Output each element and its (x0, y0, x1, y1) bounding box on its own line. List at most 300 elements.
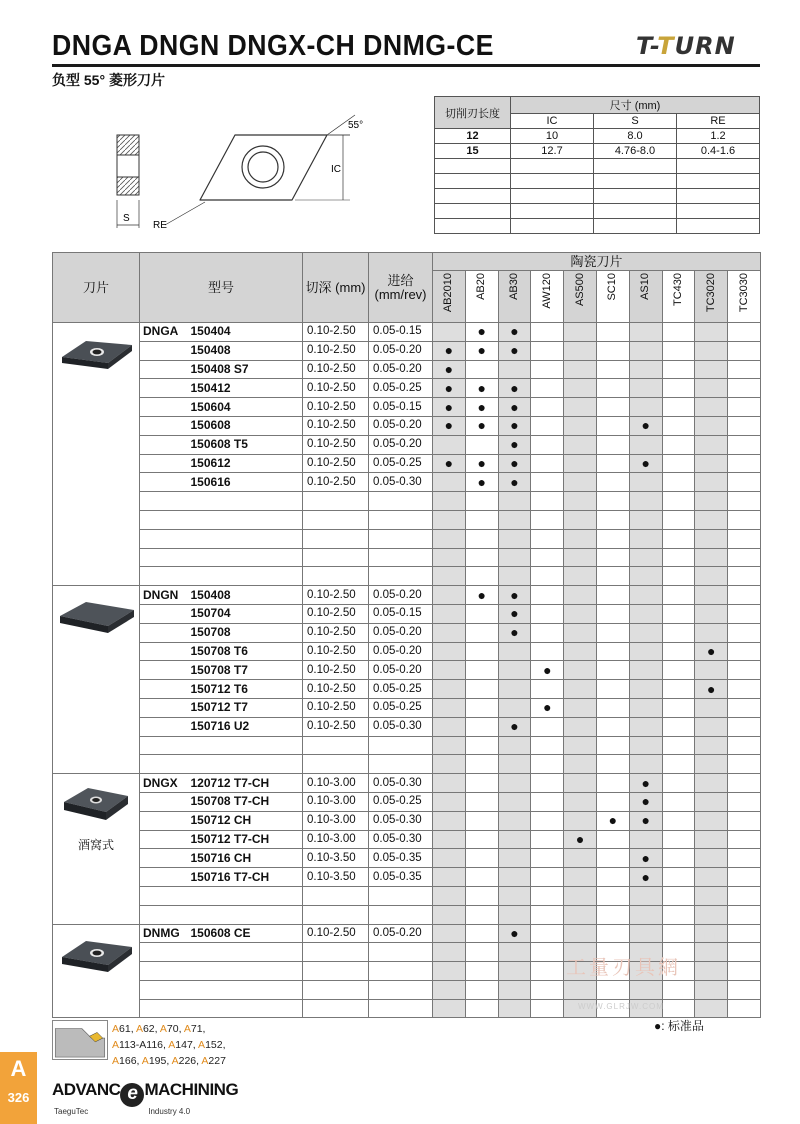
feed-cell (369, 980, 433, 999)
grade-mark (531, 868, 564, 887)
grade-mark (629, 736, 662, 755)
grade-mark (498, 849, 531, 868)
model-code: 150608 T5 (190, 435, 303, 454)
grade-mark (433, 548, 466, 567)
grade-mark (662, 398, 695, 417)
model-code (190, 999, 303, 1018)
depth-cell (303, 962, 369, 981)
series-cell: DNGA (140, 323, 190, 342)
grade-mark (465, 792, 498, 811)
model-code (190, 943, 303, 962)
model-code: 150716 U2 (190, 717, 303, 736)
grade-mark (662, 510, 695, 529)
grade-header: AB2010 (433, 271, 466, 323)
feed-cell: 0.05-0.20 (369, 360, 433, 379)
grade-mark (662, 980, 695, 999)
grade-mark (564, 924, 597, 943)
model-code: 150716 T7-CH (190, 868, 303, 887)
table-row (53, 473, 761, 492)
grade-mark (498, 943, 531, 962)
model-code: 150608 CE (190, 924, 303, 943)
insert-image (53, 784, 139, 833)
grade-mark (695, 623, 728, 642)
grade-mark (597, 980, 630, 999)
grade-mark (597, 473, 630, 492)
grade-mark (465, 717, 498, 736)
grade-mark (465, 623, 498, 642)
grade-mark (728, 924, 761, 943)
feed-cell (369, 755, 433, 774)
grade-mark (531, 886, 564, 905)
grade-mark (433, 736, 466, 755)
grade-mark (531, 416, 564, 435)
grade-mark (695, 924, 728, 943)
grade-mark (433, 698, 466, 717)
feed-cell: 0.05-0.30 (369, 830, 433, 849)
grade-mark (498, 886, 531, 905)
depth-cell: 0.10-2.50 (303, 360, 369, 379)
grade-mark (662, 792, 695, 811)
grade-mark (465, 905, 498, 924)
grade-mark: ● (498, 379, 531, 398)
depth-cell: 0.10-2.50 (303, 698, 369, 717)
grade-mark (433, 774, 466, 793)
grade-mark (564, 510, 597, 529)
feed-cell: 0.05-0.35 (369, 868, 433, 887)
model-code: 150616 (190, 473, 303, 492)
grade-mark (662, 717, 695, 736)
grade-mark: ● (531, 698, 564, 717)
series-cell (140, 604, 190, 623)
grade-mark (662, 924, 695, 943)
grade-mark (662, 661, 695, 680)
grade-mark (564, 567, 597, 586)
grade-mark (597, 379, 630, 398)
grade-header: TC430 (662, 271, 695, 323)
grade-mark (728, 661, 761, 680)
grade-mark (728, 435, 761, 454)
grade-mark (695, 736, 728, 755)
grade-mark: ● (465, 379, 498, 398)
grade-mark (695, 323, 728, 342)
feed-cell: 0.05-0.15 (369, 604, 433, 623)
table-row (53, 529, 761, 548)
model-code: 150604 (190, 398, 303, 417)
grade-mark (564, 680, 597, 699)
depth-cell: 0.10-2.50 (303, 661, 369, 680)
model-code: 150408 (190, 586, 303, 605)
table-row (53, 586, 761, 605)
grade-mark: ● (433, 379, 466, 398)
grade-header: AS10 (629, 271, 662, 323)
grade-mark (531, 962, 564, 981)
dimension-table (434, 96, 760, 234)
grade-mark (728, 454, 761, 473)
grade-mark (662, 548, 695, 567)
grade-mark (433, 830, 466, 849)
grade-mark: ● (465, 454, 498, 473)
model-code: 150716 CH (190, 849, 303, 868)
grade-mark (531, 999, 564, 1018)
insert-image (53, 596, 139, 643)
grade-mark (498, 661, 531, 680)
table-row (53, 680, 761, 699)
grade-mark (531, 943, 564, 962)
grade-mark: ● (498, 398, 531, 417)
grade-mark (695, 868, 728, 887)
grade-mark (662, 416, 695, 435)
depth-cell: 0.10-3.50 (303, 849, 369, 868)
feed-cell (369, 548, 433, 567)
insert-note: 酒窝式 (77, 838, 114, 853)
grade-mark (695, 360, 728, 379)
feed-cell: 0.05-0.20 (369, 341, 433, 360)
table-row (53, 811, 761, 830)
grade-mark (564, 473, 597, 492)
grade-mark (433, 510, 466, 529)
grade-mark (465, 698, 498, 717)
grade-mark (695, 586, 728, 605)
grade-mark (465, 604, 498, 623)
grade-mark (498, 962, 531, 981)
feed-cell: 0.05-0.20 (369, 924, 433, 943)
table-row (53, 492, 761, 511)
grade-mark (564, 586, 597, 605)
depth-cell: 0.10-2.50 (303, 642, 369, 661)
grade-mark: ● (465, 473, 498, 492)
grade-mark: ● (629, 849, 662, 868)
feed-cell (369, 999, 433, 1018)
insert-drawing (105, 110, 405, 240)
dim-sub-re: RE (677, 114, 760, 129)
table-row (53, 567, 761, 586)
feed-cell (369, 962, 433, 981)
grade-mark: ● (531, 661, 564, 680)
grade-mark (465, 868, 498, 887)
grade-mark (531, 623, 564, 642)
grade-mark (498, 510, 531, 529)
insert-image-cell (53, 924, 140, 1018)
grade-mark (465, 360, 498, 379)
grade-mark (629, 642, 662, 661)
grade-mark (695, 548, 728, 567)
feed-cell (369, 943, 433, 962)
grade-mark (728, 792, 761, 811)
grade-mark (564, 360, 597, 379)
grade-mark (433, 868, 466, 887)
grade-mark (728, 567, 761, 586)
feed-cell (369, 905, 433, 924)
grade-mark (564, 341, 597, 360)
table-row (53, 698, 761, 717)
grade-mark (564, 529, 597, 548)
grade-mark (597, 510, 630, 529)
grade-mark (629, 623, 662, 642)
grade-mark (531, 830, 564, 849)
grade-mark (695, 886, 728, 905)
grade-mark (531, 548, 564, 567)
depth-cell (303, 529, 369, 548)
grade-mark (433, 623, 466, 642)
grade-mark (465, 924, 498, 943)
depth-cell: 0.10-2.50 (303, 454, 369, 473)
feed-cell: 0.05-0.35 (369, 849, 433, 868)
model-code: 150612 (190, 454, 303, 473)
grade-mark (597, 905, 630, 924)
depth-cell: 0.10-3.00 (303, 830, 369, 849)
page-number: 326 (7, 1090, 30, 1105)
depth-cell: 0.10-2.50 (303, 586, 369, 605)
grade-mark (728, 755, 761, 774)
model-code: 150704 (190, 604, 303, 623)
grade-mark (498, 529, 531, 548)
model-code: 150708 T7-CH (190, 792, 303, 811)
grade-mark (597, 416, 630, 435)
model-code (190, 962, 303, 981)
depth-cell (303, 905, 369, 924)
grade-header: TC3020 (695, 271, 728, 323)
grade-mark (433, 980, 466, 999)
feed-cell: 0.05-0.20 (369, 586, 433, 605)
grade-mark (433, 435, 466, 454)
depth-cell (303, 886, 369, 905)
grade-mark (629, 529, 662, 548)
grade-mark (465, 980, 498, 999)
feed-cell: 0.05-0.20 (369, 416, 433, 435)
grade-mark (597, 642, 630, 661)
insert-image-cell (53, 774, 140, 924)
depth-cell: 0.10-3.00 (303, 774, 369, 793)
grade-mark (433, 755, 466, 774)
grade-mark (564, 717, 597, 736)
grade-mark (629, 435, 662, 454)
depth-cell (303, 510, 369, 529)
table-row (53, 642, 761, 661)
grade-mark (629, 567, 662, 586)
table-row (53, 510, 761, 529)
grade-mark: ● (629, 868, 662, 887)
model-code: 150712 T6 (190, 680, 303, 699)
model-code: 150712 T7-CH (190, 830, 303, 849)
grade-mark (695, 905, 728, 924)
grade-mark (597, 924, 630, 943)
grade-mark (662, 341, 695, 360)
grade-mark (564, 905, 597, 924)
grade-mark (465, 999, 498, 1018)
grade-mark (433, 492, 466, 511)
grade-mark (597, 868, 630, 887)
grade-mark (629, 323, 662, 342)
grade-mark (662, 454, 695, 473)
grade-mark (728, 492, 761, 511)
grade-mark: ● (498, 341, 531, 360)
grade-mark (662, 999, 695, 1018)
grade-mark (564, 774, 597, 793)
table-row (53, 849, 761, 868)
grade-mark (728, 360, 761, 379)
grade-mark (629, 661, 662, 680)
page-tab (0, 1052, 37, 1124)
grade-mark (531, 849, 564, 868)
table-row (53, 454, 761, 473)
grade-mark (629, 755, 662, 774)
grade-mark (728, 849, 761, 868)
table-row (53, 623, 761, 642)
grade-mark (498, 905, 531, 924)
depth-cell: 0.10-2.50 (303, 623, 369, 642)
grade-mark (433, 905, 466, 924)
depth-cell: 0.10-3.00 (303, 811, 369, 830)
grade-mark (564, 886, 597, 905)
table-row (53, 435, 761, 454)
grade-mark (465, 886, 498, 905)
model-code: 150408 (190, 341, 303, 360)
grade-mark (662, 642, 695, 661)
grade-mark (498, 642, 531, 661)
reference-line: A113-A116, A147, A152, (112, 1039, 226, 1051)
grade-mark (695, 661, 728, 680)
grade-mark (433, 323, 466, 342)
grade-mark (728, 473, 761, 492)
grade-mark (695, 341, 728, 360)
grade-mark (662, 736, 695, 755)
grade-mark (597, 886, 630, 905)
grade-mark (728, 811, 761, 830)
grade-mark (597, 717, 630, 736)
grade-header: AB30 (498, 271, 531, 323)
grade-mark (695, 473, 728, 492)
grade-mark (662, 905, 695, 924)
model-code: 150404 (190, 323, 303, 342)
grade-mark (662, 473, 695, 492)
grade-mark (564, 811, 597, 830)
grade-mark (498, 999, 531, 1018)
grade-mark (629, 604, 662, 623)
table-row (53, 774, 761, 793)
feed-cell (369, 510, 433, 529)
grade-mark (597, 604, 630, 623)
grade-mark (695, 398, 728, 417)
grade-mark (728, 548, 761, 567)
grade-mark (465, 642, 498, 661)
grade-mark: ● (433, 398, 466, 417)
grade-mark (662, 567, 695, 586)
grade-mark: ● (498, 323, 531, 342)
series-cell (140, 567, 190, 586)
grade-mark (629, 924, 662, 943)
grade-mark (433, 567, 466, 586)
grade-mark (498, 360, 531, 379)
grade-mark (531, 492, 564, 511)
grade-mark (597, 454, 630, 473)
grade-mark (564, 698, 597, 717)
grade-mark (531, 905, 564, 924)
table-row (53, 924, 761, 943)
grade-mark (597, 698, 630, 717)
grade-mark (498, 774, 531, 793)
grade-mark (629, 905, 662, 924)
grade-mark (662, 604, 695, 623)
grade-mark (531, 529, 564, 548)
depth-cell: 0.10-2.50 (303, 398, 369, 417)
depth-cell: 0.10-2.50 (303, 604, 369, 623)
grade-mark (498, 980, 531, 999)
grade-mark: ● (465, 586, 498, 605)
grade-mark (465, 680, 498, 699)
dim-row: 15 12.7 4.76-8.0 0.4-1.6 (435, 144, 760, 159)
grade-mark (662, 492, 695, 511)
grade-mark: ● (498, 604, 531, 623)
grade-mark (498, 811, 531, 830)
series-cell (140, 510, 190, 529)
grade-mark (695, 454, 728, 473)
grade-mark (465, 567, 498, 586)
grade-mark (728, 736, 761, 755)
series-cell: DNGX (140, 774, 190, 793)
grade-mark (695, 792, 728, 811)
grade-mark (662, 529, 695, 548)
table-row (53, 980, 761, 999)
reference-line: A61, A62, A70, A71, (112, 1023, 206, 1035)
grade-mark (728, 868, 761, 887)
title-divider (52, 64, 760, 67)
feed-cell: 0.05-0.25 (369, 454, 433, 473)
grade-mark (564, 623, 597, 642)
grade-mark (465, 548, 498, 567)
series-cell (140, 980, 190, 999)
grade-mark (531, 736, 564, 755)
series-cell (140, 698, 190, 717)
grade-mark (728, 510, 761, 529)
grade-mark (433, 529, 466, 548)
grade-mark (662, 755, 695, 774)
grade-mark: ● (695, 680, 728, 699)
grade-mark (498, 680, 531, 699)
model-code (190, 980, 303, 999)
grade-mark (662, 379, 695, 398)
grade-mark (728, 341, 761, 360)
insert-image-cell (53, 323, 140, 586)
grade-mark (531, 642, 564, 661)
grade-mark (531, 586, 564, 605)
grade-mark (695, 943, 728, 962)
table-row (53, 548, 761, 567)
grade-mark (597, 548, 630, 567)
grade-mark (597, 435, 630, 454)
page-title: DNGA DNGN DNGX-CH DNMG-CE (52, 30, 494, 62)
model-code: 150412 (190, 379, 303, 398)
dim-row: 12 10 8.0 1.2 (435, 129, 760, 144)
depth-cell: 0.10-3.50 (303, 868, 369, 887)
series-cell (140, 830, 190, 849)
grade-mark (498, 792, 531, 811)
depth-cell: 0.10-2.50 (303, 680, 369, 699)
grade-mark (597, 849, 630, 868)
grade-mark (564, 736, 597, 755)
grade-mark (498, 755, 531, 774)
series-cell (140, 341, 190, 360)
series-cell (140, 849, 190, 868)
grade-mark (433, 661, 466, 680)
grade-mark (695, 774, 728, 793)
feed-cell: 0.05-0.20 (369, 661, 433, 680)
grade-mark: ● (629, 416, 662, 435)
grade-mark (728, 623, 761, 642)
angle-label: 55° (348, 120, 364, 131)
dim-sub-ic: IC (511, 114, 594, 129)
watermark-url: WWW.GLRJW.COM (578, 1002, 664, 1011)
grade-mark (531, 755, 564, 774)
